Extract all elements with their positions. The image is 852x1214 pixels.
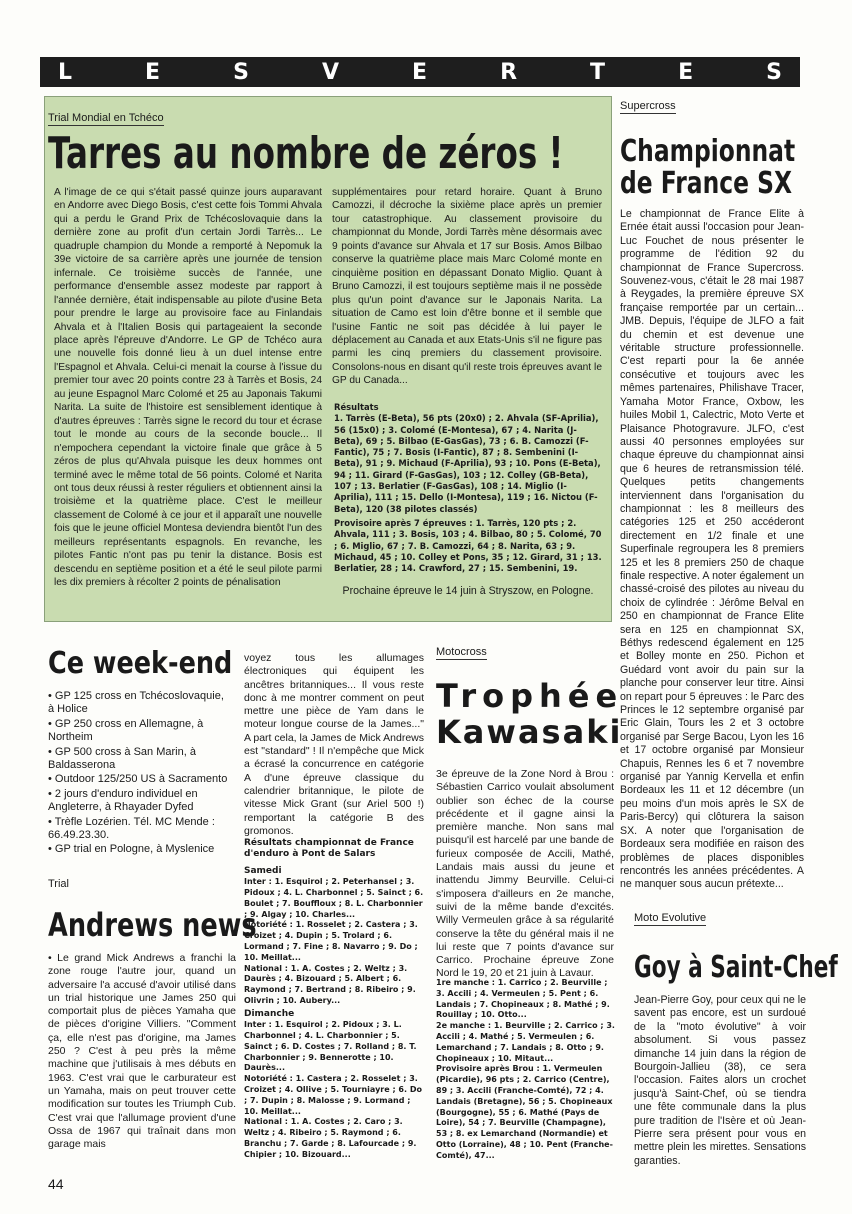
enduro-title: Résultats championnat de France d'enduro à Pont de Salars xyxy=(244,838,414,859)
page-number: 44 xyxy=(48,1176,64,1192)
banner-letter: E xyxy=(678,59,694,85)
banner-letter: R xyxy=(500,59,518,85)
andrews-continued: voyez tous les allumages électroniques qui équipent les ancêtres britanniques... Il vous reste donc à me montrer comment on peut mettre une pièce de Yam dans le moteur longue course de la James..." A part cela, la James de Mick Andrews est "standard" ! Il n'empêche que Mick a écrasé la concurrence en catégorie A d'une épreuve classique du calendrier britannique, le pilote de vitesse Mick Grant (sur Ariel 500 !) remportant la catégorie B des gromonos. xyxy=(244,652,424,837)
enduro-dimanche-notoriete: Notoriété : 1. Castera ; 2. Rosselet ; 3. Croizet ; 4. Ollive ; 5. Tourniayre ; 6. Do ; 7. Dupin ; 8. Malosse ; 9. Lormand ; 10. Meillat... xyxy=(244,1074,422,1116)
banner-letter: E xyxy=(412,59,428,85)
trial-provisoire xyxy=(334,518,602,574)
banner-letter: E xyxy=(145,59,161,85)
list-item: • GP 125 cross en Tchécoslovaquie, à Holice xyxy=(48,690,224,716)
motocross-manche-2: 2e manche : 1. Beurville ; 2. Carrico ; 3. Accili ; 4. Mathé ; 5. Vermeulen ; 6. Lemarchand ; 7. Landais ; 8. Otto ; 9. Chopineaux ; 10. Mitaut... xyxy=(436,1021,615,1063)
enduro-samedi: Samedi xyxy=(244,866,282,876)
trial-next-event: Prochaine épreuve le 14 juin à Stryszow, en Pologne. xyxy=(342,585,594,597)
list-item: • GP trial en Pologne, à Myslenice xyxy=(48,843,215,856)
goy-kicker: Moto Evolutive xyxy=(634,912,707,924)
motocross-kicker: Motocross xyxy=(436,646,487,658)
supercross-kicker: Supercross xyxy=(620,100,676,112)
supercross-title: Championnat de France SX xyxy=(620,134,796,201)
list-item: • 2 jours d'enduro individuel en Angleterre, à Rhayader Dyfed xyxy=(48,787,198,814)
andrews-body: • Le grand Mick Andrews a franchi la zone rouge l'autre jour, quand un adversaire l'a accusé d'avoir utilisé dans un trial historique une James 250 qui comportait plus de pièces Yamaha que de pièces d'origine Villiers. "Comment ça, elle n'est pas d'origine, ma James 250 ? C'est à peu près la même machine que j'utilisais à mes débuts en 1963. C'est vrai que le carburateur est un Yamaha, mais on peut trouver cette modification sur toutes les Triumph Cub. C'est vrai que l'allumage provient d'une Ossa de 1967 qui traînait dans mon garage mais xyxy=(48,952,236,1151)
enduro-dimanche-national: National : 1. A. Costes ; 2. Caro ; 3. Weltz ; 4. Ribeiro ; 5. Raymond ; 6. Branchu ; 7. Garde ; 8. Lafourcade ; 9. Chipier ; 10. Bizouard... xyxy=(244,1117,417,1159)
motocross-provisoire: Provisoire après Brou : 1. Vermeulen (Picardie), 96 pts ; 2. Carrico (Centre), 89 ; 3. Accili (Franche-Comté), 72 ; 4. Landais (Bretagne), 56 ; 5. Chopineaux (Bourgogne), 55 ; 6. Mathé (Pays de Loire), 54 ; 7. Beurville (Champagne), 53 ; 8. ex Lemarchand (Normandie) et Otto (Lorraine), 48 ; 10. Pent (Franche-Comté), 47... xyxy=(436,1064,613,1160)
trial-kicker: Trial Mondial en Tchéco xyxy=(48,112,164,124)
trial-provisoire-list: 1. Tarrès, 120 pts ; 2. Ahvala, 111 ; 3. Bosis, 103 ; 4. Bilbao, 80 ; 5. Colomé, 70 ; 6. Miglio, 67 ; 7. B. Camozzi, 64 ; 8. Narita, 63 ; 9. Michaud, 45 ; 10. Colley et Pons, 35 ; 12. Girard, 31 ; 13. Berlatier, 28 ; 14. Crawford, 27 ; 15. Sembenini, 19. xyxy=(334,518,602,574)
weekend-list xyxy=(48,690,232,858)
enduro-samedi-notoriete: Notoriété : 1. Rosselet ; 2. Castera ; 3. Croizet ; 4. Dupin ; 5. Trolard ; 6. Lormand ; 7. Fine ; 8. Navarro ; 9. Do ; 10. Meillat... xyxy=(244,920,418,962)
banner-letter: S xyxy=(233,59,249,85)
weekend-title: Ce week-end xyxy=(48,646,233,681)
enduro-samedi-national: National : 1. A. Costes ; 2. Weltz ; 3. Daurès ; 4. Bizouard ; 5. Albert ; 6. Raymond ; 7. Bertrand ; 8. Ribeiro ; 9. Olivrin ; 10. Aubery... xyxy=(244,963,416,1006)
trial-title: Tarres au nombre de zéros ! xyxy=(48,128,564,179)
list-item: • Trèfle Lozérien. Tél. MC Mende : 66.49.23.30. xyxy=(48,815,215,842)
motocross-title: Trophée Kawasaki xyxy=(436,677,624,751)
list-item: • Outdoor 125/250 US à Sacramento xyxy=(48,773,228,786)
banner-letter: L xyxy=(58,59,73,85)
trial-provisoire-title: Provisoire après 7 épreuves : xyxy=(334,518,473,528)
list-item: • GP 500 cross à San Marin, à Baldasserona xyxy=(48,745,196,772)
motocross-manche-1: 1re manche : 1. Carrico ; 2. Beurville ; 3. Accili ; 4. Vermeulen ; 5. Pent ; 6. Landais ; 7. Chopineaux ; 8. Mathé ; 9. Rouillay ; 10. Otto... xyxy=(436,978,610,1020)
trial-column-2: supplémentaires pour retard horaire. Quant à Bruno Camozzi, il décroche la sixième place après un premier tour catastrophique. Au classement provisoire du championnat du Monde, Jordi Tarrès mène désormais avec 9 points d'avance sur Ahvala et 17 sur Bosis. Amos Bilbao conserve la quatrième place mais Marc Colomé monte en cinquième position en dépassant Donato Miglio. Quant à Bruno Camozzi, il est toujours septième mais il ne possède plus qu'un point d'avance sur le Japonais Narita. La situation de Camo est loin d'être bonne et il semble que l'usine Fantic ne soit pas décidée à lui payer le déplacement au Canada et aux Etats-Unis s'il ne figure pas parmi les cinq premiers du classement provisoire. Consolons-nous en disant qu'il reste trois épreuves avant le GP du Canada... xyxy=(332,187,602,387)
banner-letter: T xyxy=(590,59,606,85)
trial-results-list: 1. Tarrès (E-Beta), 56 pts (20x0) ; 2. Ahvala (SF-Aprilia), 56 (15x0) ; 3. Colomé (E-Montesa), 67 ; 4. Narita (J-Beta), 69 ; 5. Bilbao (E-GasGas), 73 ; 6. B. Camozzi (F-Fantic), 75 ; 7. Bosis (I-Fantic), 87 ; 8. Sembenini (I-Beta), 91 ; 9. Michaud (F-Aprilia), 93 ; 10. Pons (E-Beta), 94 ; 11. Girard (F-GasGas), 103 ; 12. Colley (GB-Beta), 107 ; 13. Berlatier (F-GasGas), 108 ; 14. Miglio (I-Aprilia), 111 ; 15. Dello (I-Montesa), 119 ; 16. Nictou (F-Beta), 120 (38 pilotes classés) xyxy=(334,413,601,514)
supercross-body: Le championnat de France Elite à Ernée était aussi l'occasion pour Jean-Luc Fouchet de nous présenter le programme de l'édition 92 du championnat de France Supercross. Souvenez-vous, c'était le 28 mai 1987 à Reygades, la première épreuve SX française remportée par un certain... JMB. Depuis, l'équipe de JLFO a fait du chemin et est devenue une véritable structure professionnelle. C'est reparti pour la 6e année consécutive et toujours avec les mêmes partenaires, Philishave Tracer, Yamaha Motor France, Oxbow, les huiles Mobil 1, Calectric, Moto Verte et Plaisance Photogravure. JLFO, c'est aussi 40 personnes employées sur chaque épreuve du championnat ainsi que 6 heures de retransmission télé. Quelques petits changements interviennent dans l'organisation du championnat : les 8 meilleurs des catégories 125 et 250 accéderont directement en 1/2 finale et une Superfinale regroupera les 8 premiers 125 et les 8 premiers 250 de chaque finale respective. A noter également un chassé-croisé des pilotes au niveau du choix de cylindrée : Jérôme Belval en 250 en championnat de France Elite sera en 125 en championnat SX, Béthys redescend également en 125 et Bolley monte en 250. Pichon et Guédard vont avoir du pain sur la planche pour conserver leur titre. Ainsi on repart pour 5 épreuves : le Parc des Princes le 12 septembre organisé par Eric Glain, Tours les 2 et 3 octobre organisé par Serge Bacou, Lyon les 16 et 17 octobre organisé par Monsieur Chapuis, Rennes les 6 et 7 novembre organisé par Yannig Kervella et enfin Bordeaux les 11 et 12 décembre (un peu moins d'un mois après le SX de Paris-Bercy) qui clôturera la saison SX. A noter que l'organisation de Bordeaux sera modifiée en raison des problèmes de places disponibles rencontrés les années précédentes. A ne manquer sous aucun prétexte... xyxy=(620,208,804,891)
enduro-results xyxy=(244,838,424,1161)
trial-results xyxy=(334,402,602,515)
goy-title: Goy à Saint-Chef xyxy=(634,950,838,985)
goy-body: Jean-Pierre Goy, pour ceux qui ne le savent pas encore, est un surdoué de la "moto évolutive" à voir absolument. Si vous passez dimanche 14 juin dans la région de Bourgoin-Jallieu (38), ce sera l'occasion. Faites alors un crochet jusqu'à Saint-Chef, où se tiendra une fête communale dans la plus pure tradition de l'Isère et où Jean-Pierre sera présent pour vous en mettre plein les mirettes. Sensations garanties. xyxy=(634,994,806,1167)
motocross-results xyxy=(436,978,616,1162)
andrews-title: Andrews news xyxy=(48,906,257,944)
trial-column-1: A l'image de ce qui s'était passé quinze jours auparavant en Andorre avec Diego Bosis, c'est cette fois Tommi Ahvala qui a perdu le Grand Prix de Tchécoslovaquie dans la dernière zone au profit d'un certain Jordi Tarrès... Le quadruple champion du Monde a remporté à Nepomuk la 39e victoire de sa carrière après une journée de tension infernale. Ce troisième succès de l'année, une performance d'ensemble assez modeste par rapport à l'année dernière, était indispensable au pilote d'usine Beta pour prendre le large au provisoire face au Finlandais Ahvala et à l'Italien Bosis qui partageaient la seconde place après l'épreuve d'Andorre. Le GP de Tchéco aura une nouvelle fois donné lieu à un duel intense entre l'Espagnol et Ahvala. Celui-ci menait la course à l'issue du premier tour avec 20 points contre 23 à Tarrès et Bosis, 24 au jeune Espagnol Marc Colomé et 25 au Japonais Takumi Narita. La suite de l'histoire est sensiblement identique à d'autres épreuves : Tarrès signe le record du tour et écrase tout le monde au cours de la seconde boucle... Il n'empochera cependant la victoire finale que grâce à 5 zéros de plus qu'Ahvala puisque les deux hommes ont terminé avec le même total de 56 points. Colomé et Narita ont tous deux réussi à rester réguliers et obtiennent ainsi la troisième et la quatrième place. C'est le meilleur classement de Colomé à ce jour et il apparaît une nouvelle fois que le jeune officiel Montesa deviendra bientôt l'un des meilleurs représentants espagnols. En revanche, les pilotes Fantic n'ont pas pu tenir la distance. Bosis est descendu en septième position et a été le seul pilote parmi les dix premiers à récolter 2 points de pénalisation xyxy=(54,187,322,589)
section-banner xyxy=(40,57,800,87)
enduro-samedi-inter: Inter : 1. Esquirol ; 2. Peterhansel ; 3. Pidoux ; 4. L. Charbonnel ; 5. Sainct ; 6. Boulet ; 7. Bouffloux ; 8. L. Charbonnier ; 9. Algay ; 10. Charles... xyxy=(244,877,424,919)
enduro-dimanche-inter: Inter : 1. Esquirol ; 2. Pidoux ; 3. L. Charbonnel ; 4. L. Charbonnier ; 5. Sainct ; 6. D. Costes ; 7. Rolland ; 8. T. Charbonnier ; 9. Bennerotte ; 10. Daurès... xyxy=(244,1020,417,1073)
trial-results-title: Résultats xyxy=(334,402,379,412)
andrews-kicker: Trial xyxy=(48,878,69,890)
banner-letter: S xyxy=(766,59,782,85)
enduro-dimanche: Dimanche xyxy=(244,1008,295,1019)
motocross-body: 3e épreuve de la Zone Nord à Brou : Sébastien Carrico voulait absolument oublier son échec de la course précédente et il gagne ainsi la première manche. Non sans mal puisqu'il est harcelé par une bande de furieux composée de Accili, Mathé, Landais mais aussi du jeune et inattendu Jimmy Beurville. Celui-ci s'imposera d'ailleurs en 2e manche, suivi de la même bande d'excités. Willy Vermeulen grâce à sa régularité conserve la tête du général mais il ne lui reste que 7 points d'avance sur Carrico. Prochaine épreuve Zone Nord le 19, 20 et 21 juin à Lavaur. xyxy=(436,768,614,980)
banner-letter: V xyxy=(321,59,339,85)
list-item: • GP 250 cross en Allemagne, à Northeim xyxy=(48,717,204,744)
